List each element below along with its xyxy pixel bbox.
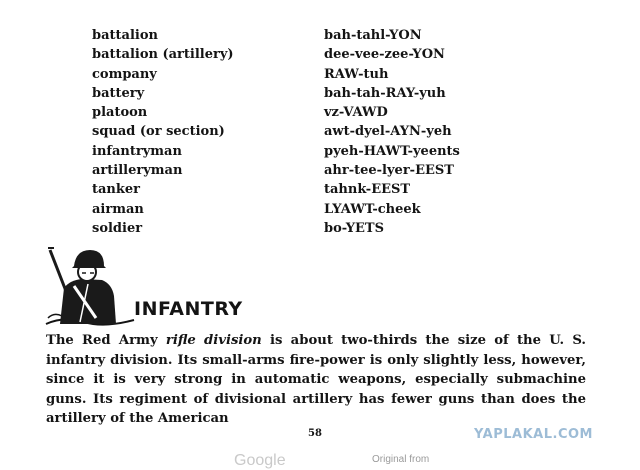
watermark: YAPLAKAL.COM: [474, 427, 593, 442]
russian-pronunciation: bah-tah-RAY-yuh: [324, 85, 446, 101]
vocabulary-row: [92, 65, 492, 84]
section-heading: INFANTRY: [134, 298, 243, 320]
vocabulary-row: [92, 45, 492, 64]
paragraph-italic-term: rifle division: [165, 333, 262, 348]
english-term: squad (or section): [92, 124, 225, 140]
soldier-icon: [44, 246, 136, 328]
vocabulary-row: [92, 180, 492, 199]
russian-pronunciation: dee-vee-zee-YON: [324, 47, 445, 63]
vocabulary-row: [92, 142, 492, 161]
vocabulary-row: [92, 161, 492, 180]
russian-pronunciation: awt-dyel-AYN-yeh: [324, 124, 452, 140]
russian-pronunciation: pyeh-HAWT-yeents: [324, 143, 460, 159]
english-term: airman: [92, 201, 144, 217]
paragraph-lead: The Red Army: [46, 333, 166, 348]
russian-pronunciation: tahnk-EEST: [324, 182, 411, 198]
english-term: tanker: [92, 182, 141, 198]
english-term: battalion: [92, 28, 158, 43]
vocabulary-row: [92, 122, 492, 141]
vocabulary-row: [92, 103, 492, 122]
vocabulary-row: [92, 84, 492, 103]
russian-pronunciation: RAW-tuh: [324, 66, 389, 82]
body-paragraph: [46, 331, 586, 429]
english-term: infantryman: [92, 143, 182, 159]
vocabulary-row: [92, 200, 492, 219]
english-term: soldier: [92, 220, 143, 236]
footer-google-text: Google: [234, 452, 286, 469]
russian-pronunciation: bo-YETS: [324, 220, 384, 236]
russian-pronunciation: vz-VAWD: [324, 105, 388, 121]
english-term: platoon: [92, 105, 148, 121]
english-term: company: [92, 66, 157, 82]
page-number: 58: [308, 428, 322, 439]
footer-original-from: Original from: [372, 454, 430, 465]
russian-pronunciation: bah-tahl-YON: [324, 28, 422, 43]
paragraph-body: is about two-thirds the size of the U. S. infantry division. Its small-arms fire-power is only slightly less, however, since it is very strong in automatic weapons, especially submachine guns. Its regiment of divisional artillery has fewer guns than does the artillery of the American: [46, 333, 587, 427]
english-term: artilleryman: [92, 163, 183, 179]
vocabulary-list: [92, 26, 492, 238]
russian-pronunciation: ahr-tee-lyer-EEST: [324, 163, 454, 179]
vocabulary-row: [92, 219, 492, 238]
english-term: battery: [92, 85, 145, 101]
vocabulary-row: [92, 26, 492, 45]
russian-pronunciation: LYAWT-cheek: [324, 201, 421, 217]
english-term: battalion (artillery): [92, 47, 234, 63]
